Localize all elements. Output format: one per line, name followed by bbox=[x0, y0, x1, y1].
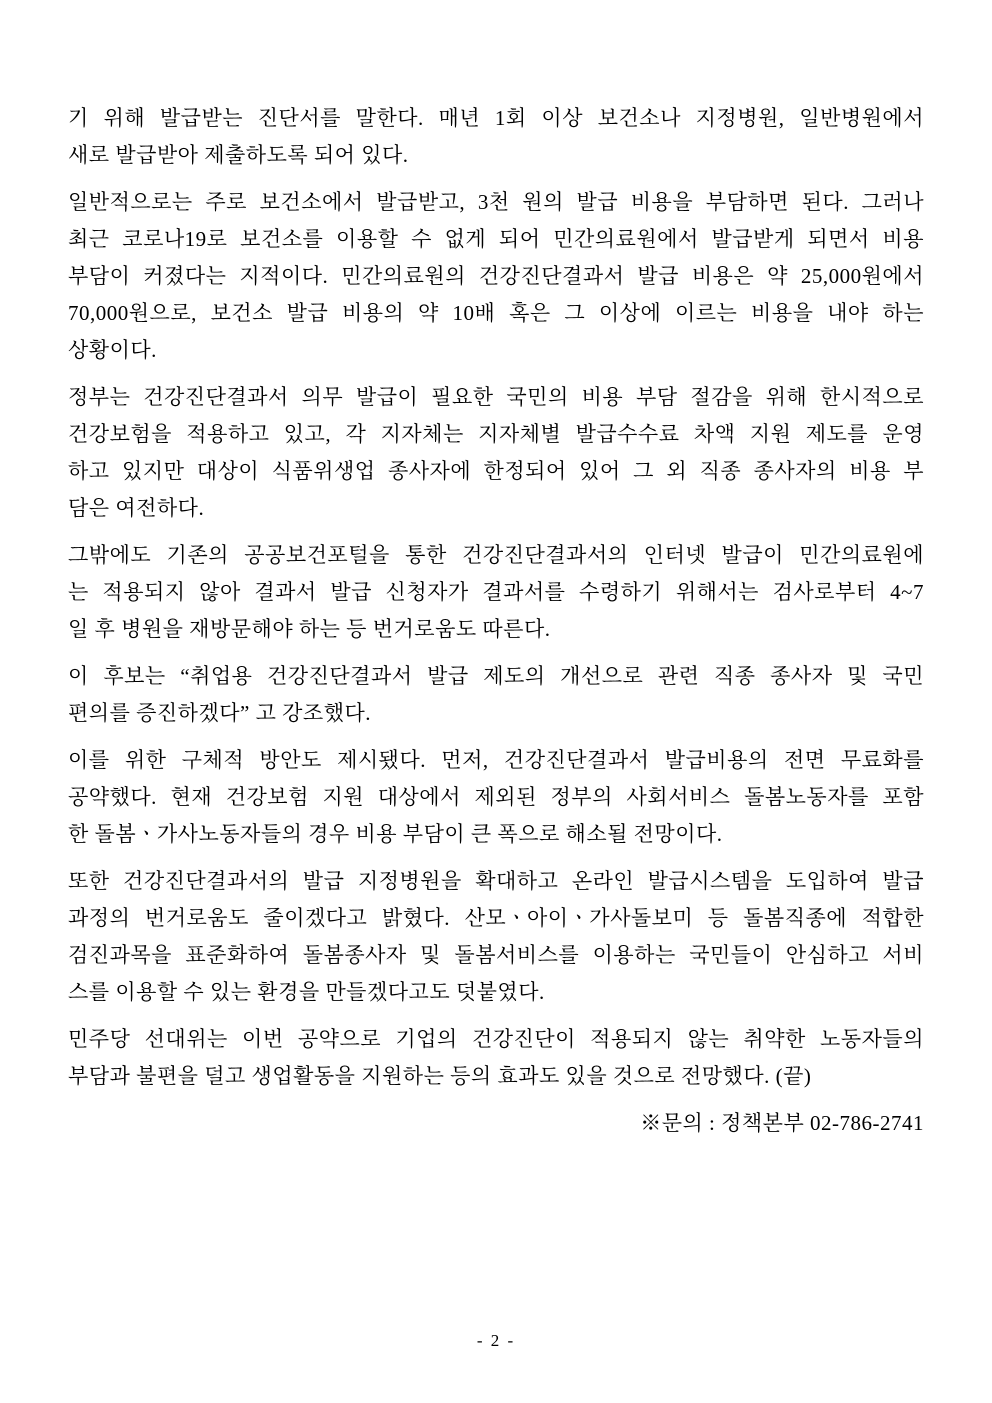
text-line: 최근 코로나19로 보건소를 이용할 수 없게 되어 민간의료원에서 발급받게 되면서 비용 bbox=[68, 227, 924, 251]
paragraph bbox=[68, 863, 924, 1011]
text-line: 스를 이용할 수 있는 환경을 만들겠다고도 덧붙였다. bbox=[68, 980, 545, 1004]
page-number: - 2 - bbox=[476, 1331, 516, 1350]
paragraph bbox=[68, 658, 924, 732]
text-line: 일반적으로는 주로 보건소에서 발급받고, 3천 원의 발급 비용을 부담하면 된다. 그러나 bbox=[68, 190, 924, 214]
paragraph bbox=[68, 379, 924, 527]
text-line: 건강보험을 적용하고 있고, 각 지자체는 지자체별 발급수수료 차액 지원 제도를 운영 bbox=[68, 422, 924, 446]
text-line: 하고 있지만 대상이 식품위생업 종사자에 한정되어 있어 그 외 직종 종사자의 비용 부 bbox=[68, 459, 924, 483]
text-line: 이를 위한 구체적 방안도 제시됐다. 먼저, 건강진단결과서 발급비용의 전면 무료화를 bbox=[68, 748, 924, 772]
paragraph bbox=[68, 742, 924, 853]
paragraph bbox=[68, 537, 924, 648]
paragraph bbox=[68, 100, 924, 174]
text-line: 과정의 번거로움도 줄이겠다고 밝혔다. 산모ㆍ아이ㆍ가사돌보미 등 돌봄직종에 적합한 bbox=[68, 906, 924, 930]
paragraph bbox=[68, 1021, 924, 1095]
text-line: 부담과 불편을 덜고 생업활동을 지원하는 등의 효과도 있을 것으로 전망했다. (끝) bbox=[68, 1064, 812, 1088]
text-line: 담은 여전하다. bbox=[68, 496, 205, 520]
text-line: 편의를 증진하겠다” 고 강조했다. bbox=[68, 701, 372, 725]
text-line: 민주당 선대위는 이번 공약으로 기업의 건강진단이 적용되지 않는 취약한 노동자들의 bbox=[68, 1027, 924, 1051]
text-line: 이 후보는 “취업용 건강진단결과서 발급 제도의 개선으로 관련 직종 종사자 및 국민 bbox=[68, 664, 924, 688]
text-line: 정부는 건강진단결과서 의무 발급이 필요한 국민의 비용 부담 절감을 위해 한시적으로 bbox=[68, 385, 924, 409]
text-line: 검진과목을 표준화하여 돌봄종사자 및 돌봄서비스를 이용하는 국민들이 안심하고 서비 bbox=[68, 943, 924, 967]
paragraph bbox=[68, 184, 924, 369]
text-line: 부담이 커졌다는 지적이다. 민간의료원의 건강진단결과서 발급 비용은 약 25,000원에서 bbox=[68, 264, 924, 288]
paragraph-list bbox=[68, 100, 924, 1095]
text-line: 또한 건강진단결과서의 발급 지정병원을 확대하고 온라인 발급시스템을 도입하여 발급 bbox=[68, 869, 924, 893]
text-line: 기 위해 발급받는 진단서를 말한다. 매년 1회 이상 보건소나 지정병원, 일반병원에서 bbox=[68, 106, 924, 130]
text-line: 는 적용되지 않아 결과서 발급 신청자가 결과서를 수령하기 위해서는 검사로부터 4~7 bbox=[68, 580, 924, 604]
text-line: 새로 발급받아 제출하도록 되어 있다. bbox=[68, 143, 409, 167]
text-line: 상황이다. bbox=[68, 338, 157, 362]
text-line: 한 돌봄ㆍ가사노동자들의 경우 비용 부담이 큰 폭으로 해소될 전망이다. bbox=[68, 822, 723, 846]
text-line: 그밖에도 기존의 공공보건포털을 통한 건강진단결과서의 인터넷 발급이 민간의료원에 bbox=[68, 543, 924, 567]
text-line: 공약했다. 현재 건강보험 지원 대상에서 제외된 정부의 사회서비스 돌봄노동자를 포함 bbox=[68, 785, 924, 809]
document-page bbox=[68, 100, 924, 1142]
text-line: 70,000원으로, 보건소 발급 비용의 약 10배 혹은 그 이상에 이르는 비용을 내야 하는 bbox=[68, 301, 924, 325]
text-line: 일 후 병원을 재방문해야 하는 등 번거로움도 따른다. bbox=[68, 617, 551, 641]
contact-line: ※문의 : 정책본부 02-786-2741 bbox=[640, 1111, 924, 1135]
